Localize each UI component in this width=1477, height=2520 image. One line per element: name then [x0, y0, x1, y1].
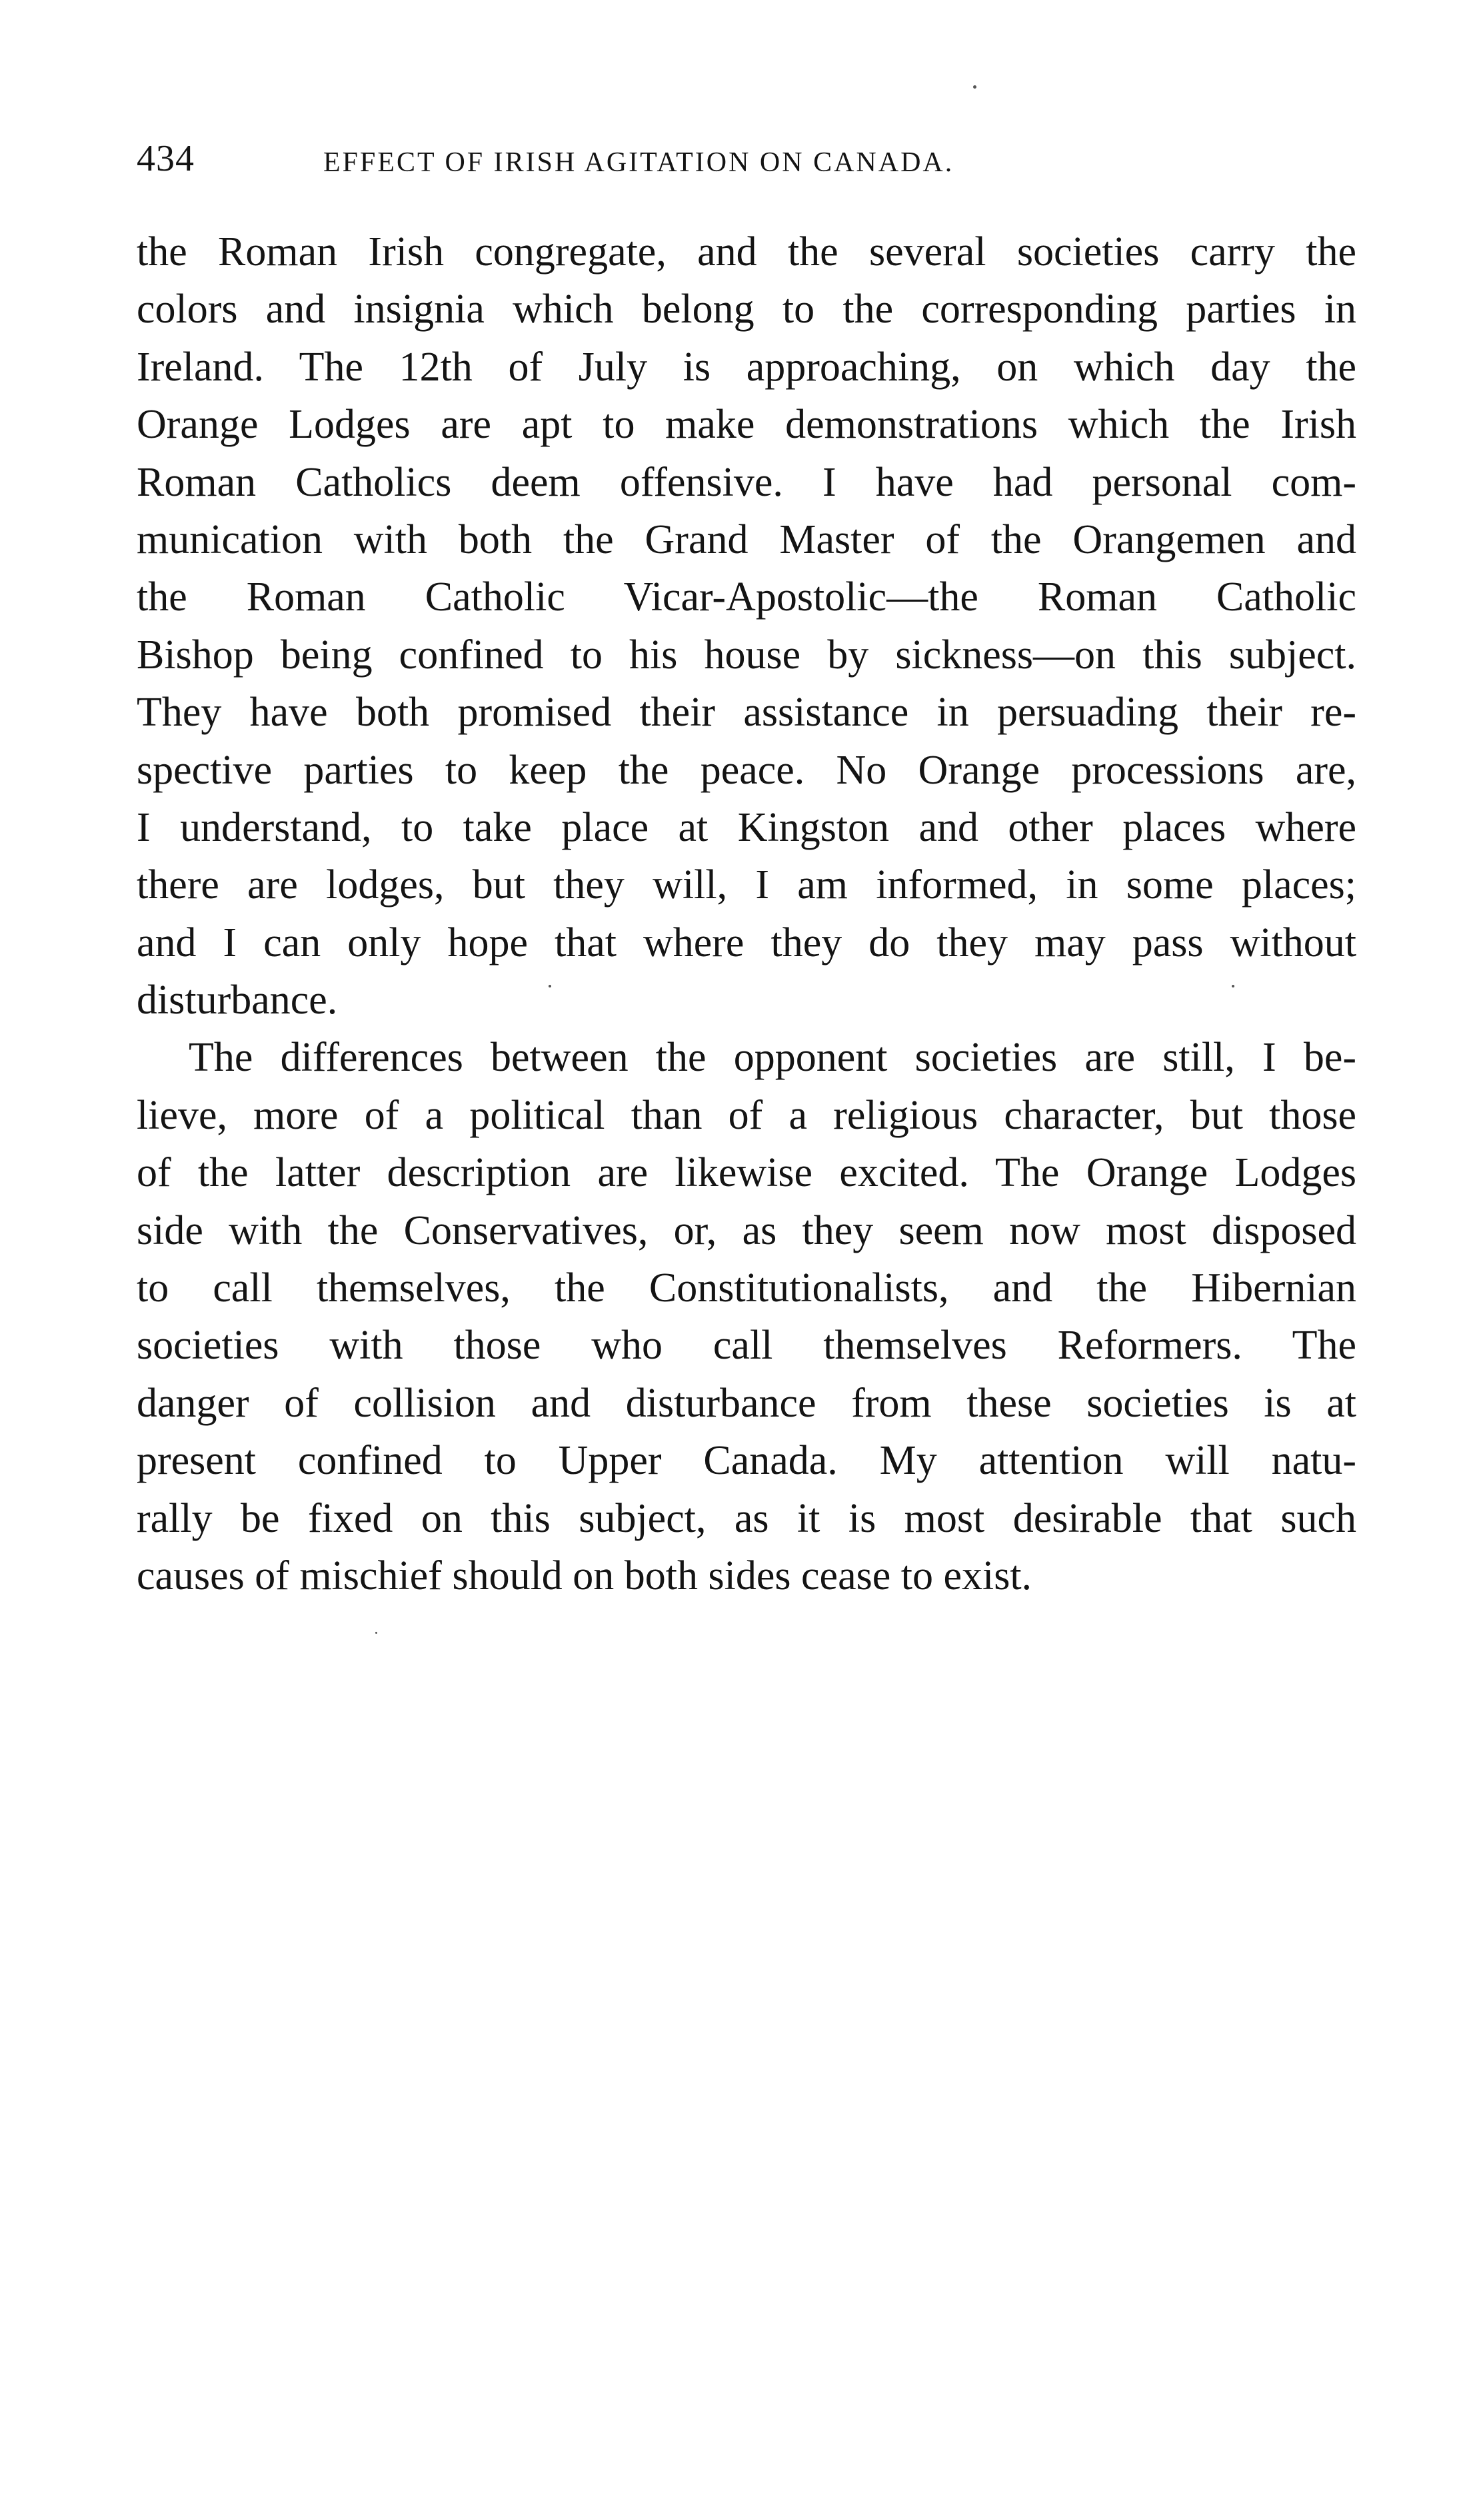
scan-speck — [375, 1632, 377, 1634]
text-line: I understand, to take place at Kingston and other places where — [137, 804, 1356, 850]
text-line: Roman Catholics deem offensive. I have had personal com- — [137, 459, 1356, 505]
text-line: rally be fixed on this subject, as it is most desirable that such — [137, 1495, 1356, 1541]
text-line: They have both promised their assistance in persuading their re- — [137, 690, 1356, 736]
page-number: 434 — [137, 138, 195, 179]
text-line: of the latter description are likewise excited. The Orange Lodges — [137, 1150, 1356, 1196]
text-line: Orange Lodges are apt to make demonstrations which the Irish — [137, 402, 1356, 448]
body-text — [137, 223, 1356, 1604]
text-line: there are lodges, but they will, I am informed, in some places; — [137, 862, 1356, 908]
text-line: the Roman Catholic Vicar-Apostolic—the Roman Catholic — [137, 574, 1356, 620]
scan-speck — [973, 85, 976, 89]
running-title: EFFECT OF IRISH AGITATION ON CANADA. — [323, 147, 954, 178]
text-line: and I can only hope that where they do they may pass without — [137, 920, 1356, 965]
page-header — [137, 132, 1356, 185]
scan-speck — [549, 985, 551, 987]
text-line: the Roman Irish congregate, and the several societies carry the — [137, 229, 1356, 275]
text-line: to call themselves, the Constitutionalists, and the Hibernian — [137, 1265, 1356, 1311]
text-line: Ireland. The 12th of July is approaching, on which day the — [137, 344, 1356, 390]
paragraph-1 — [137, 223, 1356, 1029]
text-line: causes of mischief should on both sides cease to exist. — [137, 1553, 1032, 1598]
text-line: side with the Conservatives, or, as they seem now most disposed — [137, 1207, 1356, 1253]
text-line: The differences between the opponent societies are still, I be- — [189, 1035, 1356, 1081]
text-line: Bishop being confined to his house by sickness—on this subject. — [137, 632, 1356, 678]
scan-speck — [1232, 985, 1234, 987]
paragraph-2 — [137, 1029, 1356, 1604]
text-line: danger of collision and disturbance from these societies is at — [137, 1380, 1356, 1426]
text-line: societies with those who call themselves Reformers. The — [137, 1323, 1356, 1369]
text-line: disturbance. — [137, 977, 338, 1023]
text-line: spective parties to keep the peace. No Orange processions are, — [137, 747, 1356, 793]
text-line: present confined to Upper Canada. My attention will natu- — [137, 1438, 1356, 1484]
text-line: lieve, more of a political than of a religious character, but those — [137, 1092, 1356, 1138]
text-line: munication with both the Grand Master of the Orangemen and — [137, 516, 1356, 562]
text-line: colors and insignia which belong to the corresponding parties in — [137, 287, 1356, 332]
